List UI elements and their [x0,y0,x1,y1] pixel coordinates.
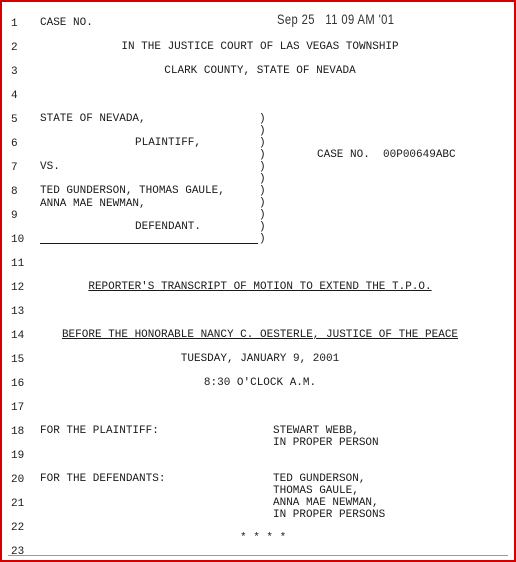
line-number: 20 [11,474,25,486]
defendants-appearance-label: FOR THE DEFENDANTS: [40,473,166,485]
caption-paren: ) [259,161,266,173]
line-number: 10 [11,234,25,246]
line-number: 4 [11,90,18,102]
line-number: 1 [11,18,18,30]
defendants-appearance-status: IN PROPER PERSONS [273,509,386,521]
line-number: 2 [11,42,18,54]
line-number: 17 [11,402,25,414]
page-bottom-rule [8,555,508,556]
defendant-names-line-2: ANNA MAE NEWMAN, [40,198,146,210]
line-number: 19 [11,450,25,462]
line-number: 3 [11,66,18,78]
line-number: 11 [11,258,25,270]
line-number: 18 [11,426,25,438]
case-number: CASE NO. 00P00649ABC [317,149,456,161]
court-name: IN THE JUSTICE COURT OF LAS VEGAS TOWNSHIP [121,41,399,53]
before-judge-line: BEFORE THE HONORABLE NANCY C. OESTERLE, JUSTICE OF THE PEACE [61,329,459,341]
defendant-names-line-1: TED GUNDERSON, THOMAS GAULE, [40,185,225,197]
defendant-role: DEFENDANT. [135,221,202,233]
section-stars: * * * * [240,532,287,544]
caption-paren: ) [259,197,266,209]
line-number: 21 [11,498,25,510]
line-number: 15 [11,354,25,366]
hearing-date: TUESDAY, JANUARY 9, 2001 [180,353,340,365]
defendants-appearance-name-1: TED GUNDERSON, [273,473,366,485]
line-number: 13 [11,306,25,318]
line-number: 8 [11,186,18,198]
case-no-label: CASE NO. [40,17,93,29]
received-date-stamp: Sep 25 11 09 AM '01 [277,11,395,27]
line-number: 12 [11,282,25,294]
caption-underline [40,243,258,244]
line-number: 5 [11,114,18,126]
plaintiff-role: PLAINTIFF, [135,137,202,149]
caption-paren: ) [259,149,266,161]
defendants-appearance-name-2: THOMAS GAULE, [273,485,359,497]
versus: VS. [40,161,60,173]
caption-paren: ) [259,209,266,221]
line-number: 23 [11,546,25,558]
caption-paren: ) [259,185,266,197]
line-number: 7 [11,162,18,174]
county-state: CLARK COUNTY, STATE OF NEVADA [164,65,356,77]
line-number: 22 [11,522,25,534]
line-number: 14 [11,330,25,342]
line-number: 6 [11,138,18,150]
plaintiff-name: STATE OF NEVADA, [40,113,146,125]
plaintiff-appearance-name: STEWART WEBB, [273,425,359,437]
defendants-appearance-name-3: ANNA MAE NEWMAN, [273,497,379,509]
caption-paren: ) [259,125,266,137]
caption-paren: ) [259,137,266,149]
caption-paren: ) [259,173,266,185]
hearing-time: 8:30 O'CLOCK A.M. [203,377,317,389]
line-number: 16 [11,378,25,390]
transcript-title: REPORTER'S TRANSCRIPT OF MOTION TO EXTEND THE T.P.O. [88,281,432,293]
caption-paren: ) [259,113,266,125]
caption-paren: ) [259,233,266,245]
plaintiff-appearance-label: FOR THE PLAINTIFF: [40,425,159,437]
caption-paren: ) [259,221,266,233]
plaintiff-appearance-status: IN PROPER PERSON [273,437,379,449]
line-number: 9 [11,210,18,222]
